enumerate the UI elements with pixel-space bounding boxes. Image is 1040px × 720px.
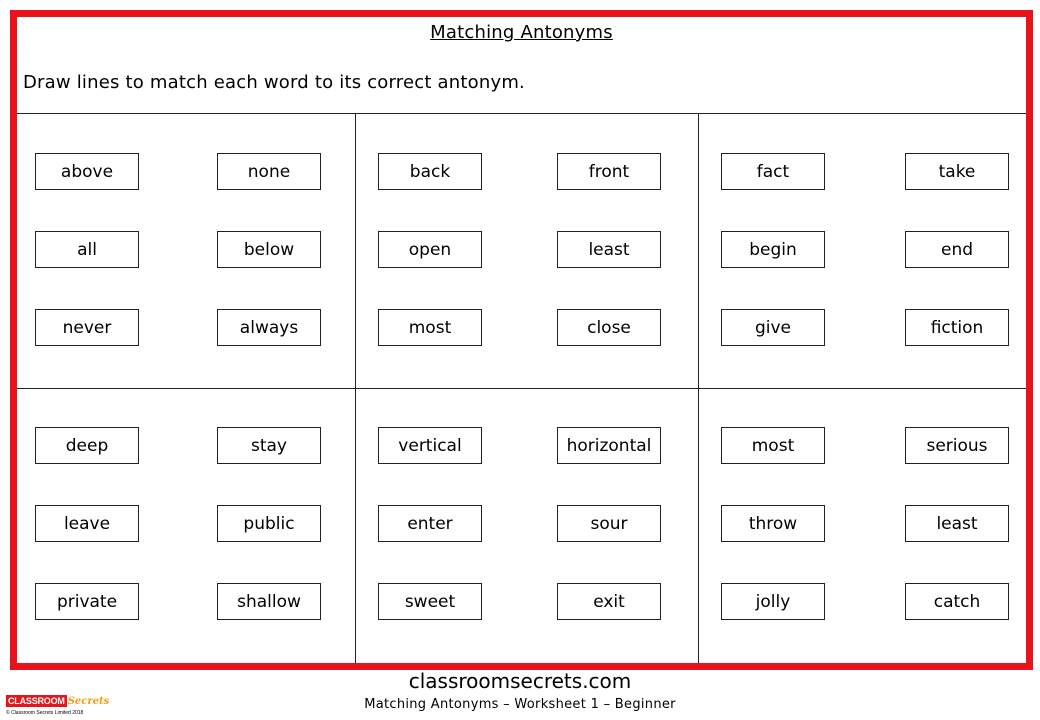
- worksheet-frame: [10, 10, 1033, 670]
- word-box-right: always: [217, 309, 321, 346]
- word-box-right: none: [217, 153, 321, 190]
- word-box-right: exit: [557, 583, 661, 620]
- word-box-right: close: [557, 309, 661, 346]
- footer-subtitle: Matching Antonyms – Worksheet 1 – Beginner: [364, 697, 676, 712]
- panel-divider-horizontal: [17, 388, 1026, 389]
- word-box-right: sour: [557, 505, 661, 542]
- word-box-left: vertical: [378, 427, 482, 464]
- word-box-right: horizontal: [557, 427, 661, 464]
- word-box-right: fiction: [905, 309, 1009, 346]
- worksheet-instructions: Draw lines to match each word to its correct antonym.: [23, 72, 525, 93]
- word-box-left: most: [721, 427, 825, 464]
- word-box-right: serious: [905, 427, 1009, 464]
- word-box-right: front: [557, 153, 661, 190]
- word-box-left: never: [35, 309, 139, 346]
- word-box-right: stay: [217, 427, 321, 464]
- word-box-right: below: [217, 231, 321, 268]
- word-box-right: public: [217, 505, 321, 542]
- word-box-left: deep: [35, 427, 139, 464]
- word-box-left: leave: [35, 505, 139, 542]
- word-box-left: sweet: [378, 583, 482, 620]
- word-box-left: all: [35, 231, 139, 268]
- footer-website: classroomsecrets.com: [408, 669, 632, 693]
- word-box-right: least: [905, 505, 1009, 542]
- word-box-right: catch: [905, 583, 1009, 620]
- worksheet-title: Matching Antonyms: [430, 22, 613, 43]
- word-box-left: back: [378, 153, 482, 190]
- word-box-left: above: [35, 153, 139, 190]
- word-box-left: begin: [721, 231, 825, 268]
- worksheet-header: [17, 17, 1026, 114]
- word-box-right: end: [905, 231, 1009, 268]
- word-box-left: give: [721, 309, 825, 346]
- word-box-left: throw: [721, 505, 825, 542]
- word-box-left: jolly: [721, 583, 825, 620]
- word-box-left: enter: [378, 505, 482, 542]
- word-box-left: most: [378, 309, 482, 346]
- word-box-right: least: [557, 231, 661, 268]
- word-box-right: take: [905, 153, 1009, 190]
- copyright-notice: © Classroom Secrets Limited 2018: [6, 710, 84, 716]
- logo-text-secrets: Secrets: [67, 695, 110, 707]
- word-box-left: open: [378, 231, 482, 268]
- logo-text-classroom: CLASSROOM: [8, 696, 65, 706]
- word-box-left: private: [35, 583, 139, 620]
- classroom-secrets-logo: [6, 694, 110, 708]
- word-box-right: shallow: [217, 583, 321, 620]
- word-box-left: fact: [721, 153, 825, 190]
